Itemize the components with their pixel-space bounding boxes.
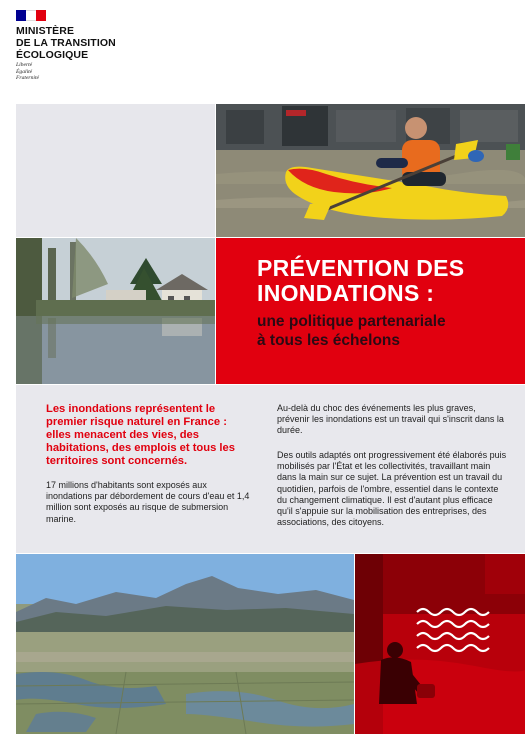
flooded-house-photo <box>16 238 215 384</box>
waves-icon <box>413 604 491 656</box>
kayak-photo-illustration <box>216 104 525 237</box>
motto-line-2: Égalité <box>16 68 33 75</box>
flooded-valley-aerial-photo <box>16 554 354 734</box>
exposure-statistics-paragraph: 17 millions d'habitants sont exposés aux inondations par débordement de cours d'eau et 1,4 million sont exposés au risque de submersion marine. <box>46 480 250 524</box>
prevention-intro-paragraph: Au-delà du choc des événements les plus graves, prévenir les inondations est un travail qui s'inscrit dans la durée. <box>277 403 504 436</box>
lead-statement: Les inondations représentent le premier risque naturel en France : elles menacent des vies, des habitations, des emplois et tous les territoires sont concernés. <box>46 403 235 467</box>
subtitle-line-1: une politique partenariale <box>257 313 446 330</box>
title-line-1: PRÉVENTION DES <box>257 255 465 281</box>
french-flag-icon <box>16 10 46 21</box>
title-line-2: INONDATIONS : <box>257 280 435 306</box>
ministry-line-1: MINISTÈRE <box>16 25 75 37</box>
kayak-flood-photo <box>216 104 525 237</box>
house-photo-illustration <box>16 238 215 384</box>
motto-line-3: Fraternité <box>16 75 39 82</box>
page-subtitle <box>257 312 517 350</box>
prevention-tools-paragraph: Des outils adaptés ont progressivement été élaborés puis mobilisés par l'État et les collectivités, travaillant main dans la main sur ce sujet. La prévention est un travail du quotidien, parfois de l'ombre, essentiel dans le contexte du changement climatique. Il est d'autant plus efficace qu'il s'appuie sur la mobilisation des entreprises, des associations, des citoyens. <box>277 450 507 528</box>
valley-photo-illustration <box>16 554 354 734</box>
ministry-name <box>16 25 156 61</box>
red-tinted-flood-photo <box>355 554 525 734</box>
ministry-line-3: ÉCOLOGIQUE <box>16 49 89 61</box>
ministry-line-2: DE LA TRANSITION <box>16 37 116 49</box>
page-title <box>257 256 517 306</box>
subtitle-line-2: à tous les échelons <box>257 332 400 349</box>
motto-line-1: Liberté <box>16 62 33 68</box>
decorative-light-panel <box>16 104 215 237</box>
republic-motto <box>16 62 76 82</box>
